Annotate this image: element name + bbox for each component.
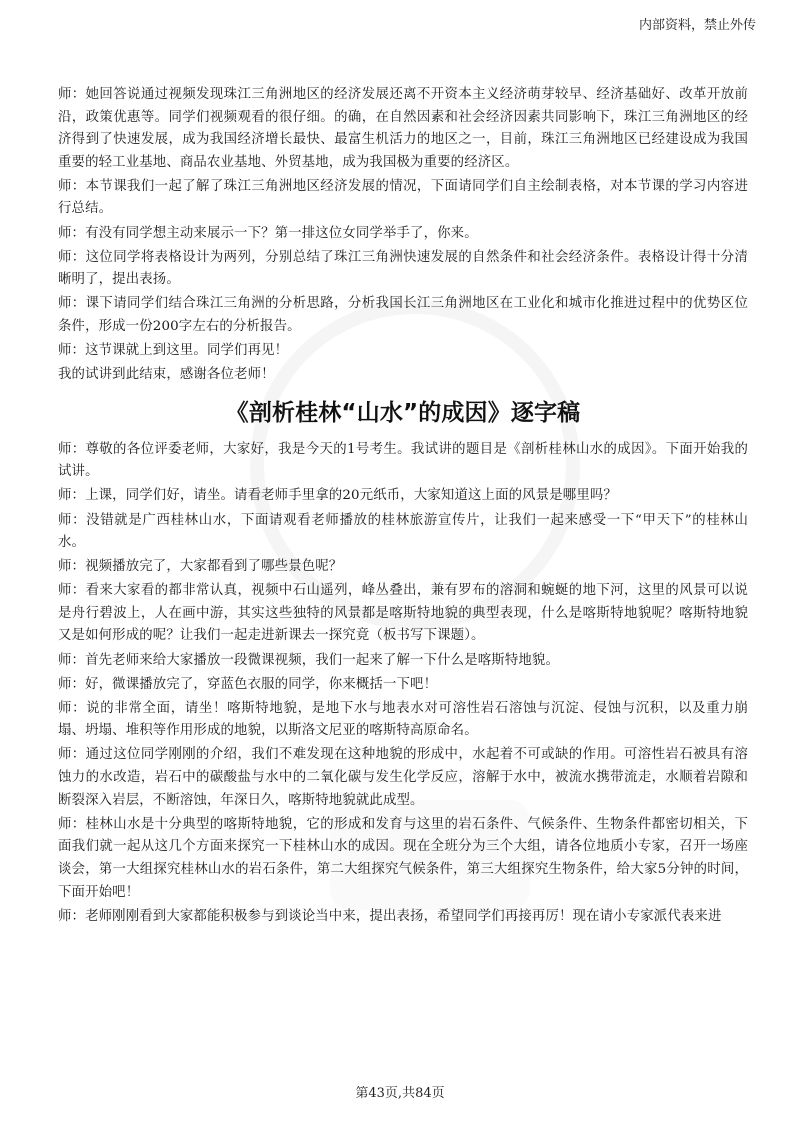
paragraph: 师：桂林山水是十分典型的喀斯特地貌，它的形成和发育与这里的岩石条件、气候条件、生物条件都密切相关，下面我们就一起从这几个方面来探究一下桂林山水的成因。现在全班分为三个大组，请各位地质小专家，召开一场座谈会，第一大组探究桂林山水的岩石条件，第二大组探究气候条件，第三大组探究生物条件，给大家5分钟的时间，下面开始吧！ bbox=[58, 816, 748, 900]
paragraph: 师：首先老师来给大家播放一段微课视频，我们一起来了解一下什么是喀斯特地貌。 bbox=[58, 652, 560, 668]
paragraph: 师：她回答说通过视频发现珠江三角洲地区的经济发展还离不开资本主义经济萌芽较早、经济基础好、改革开放前沿，政策优惠等。同学们视频观看的很仔细。的确，在自然因素和社会经济因素共同影响下，珠江三角洲地区的经济得到了快速发展，成为我国经济增长最快、最富生机活力的地区之一，目前，珠江三角洲地区已经建设成为我国重要的轻工业基地、商品农业基地、外贸基地，成为我国极为重要的经济区。 bbox=[58, 87, 748, 170]
page-number: 第43页,共84页 bbox=[355, 1086, 445, 1101]
paragraph: 师：有没有同学想主动来展示一下？第一排这位女同学举手了，你来。 bbox=[58, 225, 478, 241]
paragraph: 师：这节课就上到这里。同学们再见！ bbox=[58, 343, 289, 359]
paragraph: 师：通过这位同学刚刚的介绍，我们不难发现在这种地貌的形成中，水起着不可或缺的作用。可溶性岩石被具有溶蚀力的水改造，岩石中的碳酸盐与水中的二氧化碳与发生化学反应，溶解于水中，被流水携带流走，水顺着岩隙和断裂深入岩层，不断溶蚀，年深日久，喀斯特地貌就此成型。 bbox=[58, 747, 748, 808]
paragraph: 师：老师刚刚看到大家都能积极参与到谈论当中来，提出表扬，希望同学们再接再厉！现在请小专家派代表来进 bbox=[58, 908, 722, 924]
paragraph: 师：说的非常全面，请坐！喀斯特地貌，是地下水与地表水对可溶性岩石溶蚀与沉淀、侵蚀与沉积，以及重力崩塌、坍塌、堆积等作用形成的地貌，以斯洛文尼亚的喀斯特高原命名。 bbox=[58, 700, 748, 739]
paragraph: 师：看来大家看的都非常认真，视频中石山遥列，峰丛叠出，兼有罗布的溶洞和蜿蜒的地下河，这里的风景可以说是舟行碧波上，人在画中游，其实这些独特的风景都是喀斯特地貌的典型表现，什么是喀斯特地貌呢？喀斯特地貌又是如何形成的呢？让我们一起走进新课去一探究竟（板书写下课题）。 bbox=[58, 583, 748, 644]
paragraph: 师：好，微课播放完了，穿蓝色衣服的同学，你来概括一下吧！ bbox=[58, 676, 438, 692]
paragraph: 我的试讲到此结束，感谢各位老师！ bbox=[58, 367, 275, 383]
paragraph: 师：尊敬的各位评委老师，大家好，我是今天的1号考生。我试讲的题目是《剖析桂林山水的成因》。下面开始我的试讲。 bbox=[58, 441, 748, 480]
section-title: 《剖析桂林“山水”的成因》逐字稿 bbox=[225, 399, 581, 426]
paragraph: 师：视频播放完了，大家都看到了哪些景色呢？ bbox=[58, 559, 343, 575]
confidential-notice: 内部资料，禁止外传 bbox=[638, 18, 756, 33]
document-body bbox=[58, 84, 748, 930]
paragraph: 师：上课，同学们好，请坐。请看老师手里拿的20元纸币，大家知道这上面的风景是哪里吗？ bbox=[58, 488, 617, 504]
section-one bbox=[58, 84, 748, 387]
paragraph: 师：没错就是广西桂林山水，下面请观看老师播放的桂林旅游宣传片，让我们一起来感受一下“甲天下”的桂林山水。 bbox=[58, 512, 748, 551]
paragraph: 师：这位同学将表格设计为两列，分别总结了珠江三角洲快速发展的自然条件和社会经济条件。表格设计得十分清晰明了，提出表扬。 bbox=[58, 249, 748, 288]
paragraph: 师：本节课我们一起了解了珠江三角洲地区经济发展的情况，下面请同学们自主绘制表格，对本节课的学习内容进行总结。 bbox=[58, 178, 748, 217]
section-two bbox=[58, 439, 748, 928]
paragraph: 师：课下请同学们结合珠江三角洲的分析思路，分析我国长江三角洲地区在工业化和城市化推进过程中的优势区位条件，形成一份200字左右的分析报告。 bbox=[58, 296, 748, 334]
